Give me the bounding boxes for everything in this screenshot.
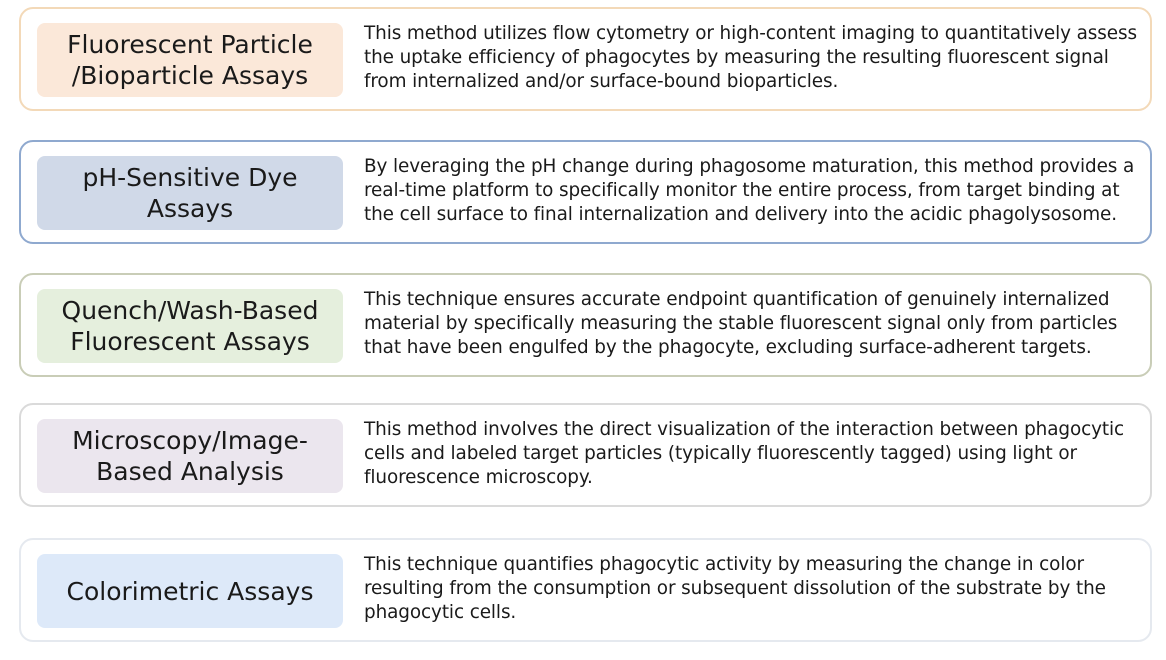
assay-title: Microscopy/Image-Based Analysis	[37, 419, 343, 493]
assay-description: This method involves the direct visualization of the interaction between phagocytic cells and labeled target particles (typically fluorescently tagged) using light or fluorescence microscopy.	[364, 419, 1125, 488]
assay-description: By leveraging the pH change during phagosome maturation, this method provides a real-time platform to specifically monitor the entire process, from target binding at the cell surface to final internalization and delivery into the acidic phagolysosome.	[364, 156, 1135, 225]
assay-card-microscopy	[19, 403, 1152, 507]
assay-title: pH-Sensitive Dye Assays	[37, 156, 343, 230]
assay-description: This method utilizes flow cytometry or high-content imaging to quantitatively assess the uptake efficiency of phagocytes by measuring the resulting fluorescent signal from internalized and/or surface-bound bioparticles.	[364, 23, 1137, 92]
assay-title: Fluorescent Particle /Bioparticle Assays	[37, 23, 343, 97]
assay-description: This technique ensures accurate endpoint quantification of genuinely internalized material by specifically measuring the stable fluorescent signal only from particles that have been engulfed by the phagocyte, excluding surface-adherent targets.	[364, 289, 1118, 358]
assay-description: This technique quantifies phagocytic activity by measuring the change in color resulting from the consumption or subsequent dissolution of the substrate by the phagocytic cells.	[364, 554, 1106, 623]
assay-card-fluorescent-particle	[19, 7, 1152, 111]
assay-title: Quench/Wash-Based Fluorescent Assays	[37, 289, 343, 363]
assay-card-ph-sensitive-dye	[19, 140, 1152, 244]
assay-card-quench-wash	[19, 273, 1152, 377]
assay-card-colorimetric	[19, 538, 1152, 642]
assay-title: Colorimetric Assays	[37, 554, 343, 628]
